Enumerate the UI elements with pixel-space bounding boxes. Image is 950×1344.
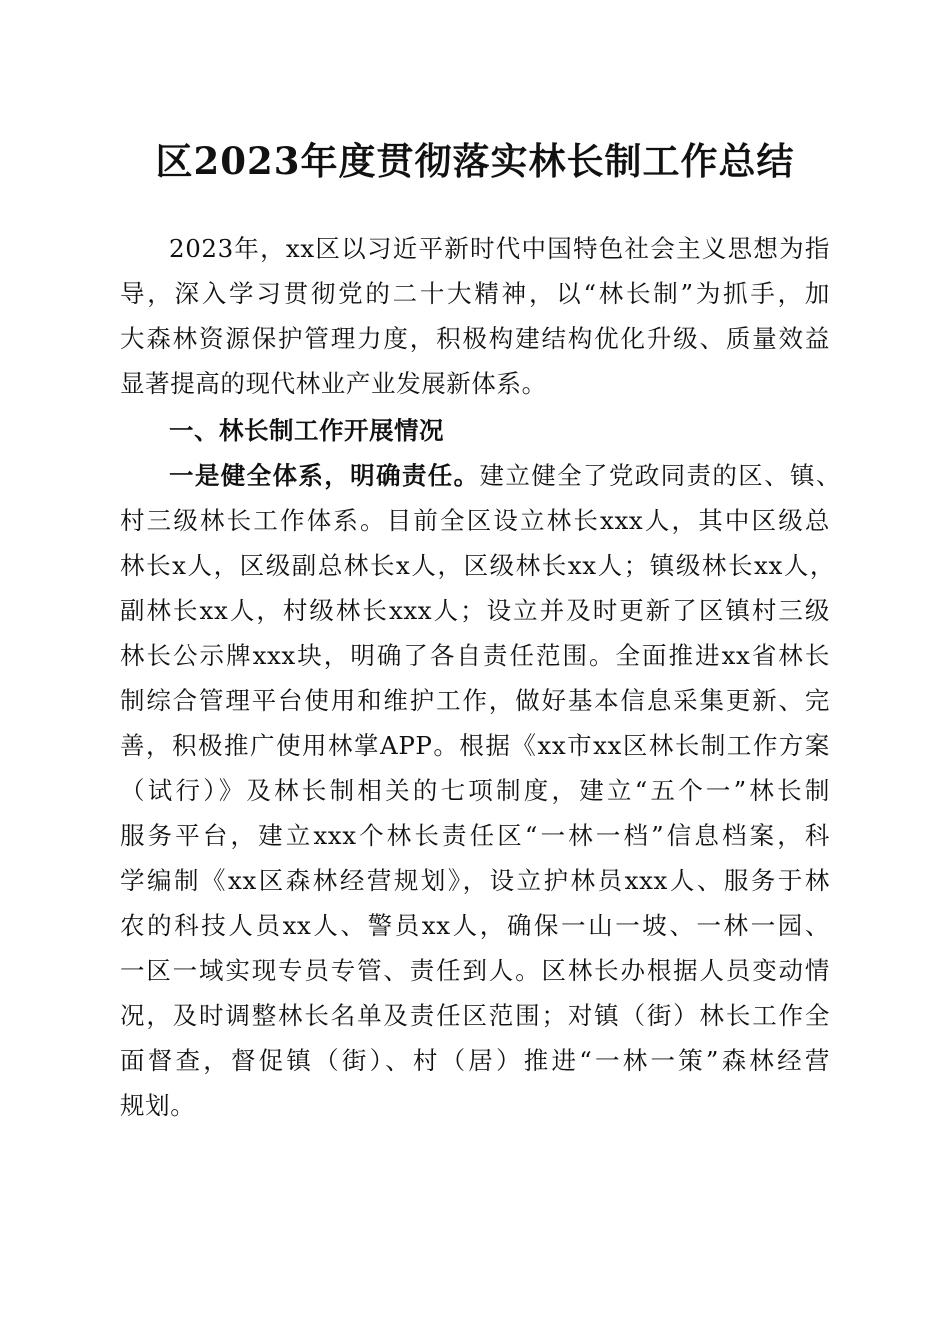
document-title: 区2023年度贯彻落实林长制工作总结: [155, 139, 795, 183]
para1-line-15: 规划。: [120, 1091, 196, 1120]
para1-line-12: 一区一域实现专员专管、责任到人。区林长办根据人员变动情: [120, 956, 830, 985]
para1-lead: 一是健全体系，明确责任。: [169, 461, 480, 490]
para1-line-11: 农的科技人员xx人、警员xx人，确保一山一坡、一林一园、: [120, 911, 830, 940]
para1-line-2: 村三级林长工作体系。目前全区设立林长xxx人，其中区级总: [120, 506, 830, 535]
para1-first-rest: 建立健全了党政同责的区、镇、: [479, 461, 841, 490]
para1-line-9: 服务平台，建立xxx个林长责任区“一林一档”信息档案，科: [120, 821, 830, 850]
para1-line-13: 况，及时调整林长名单及责任区范围；对镇（街）林长工作全: [120, 1001, 830, 1030]
intro-line-4: 显著提高的现代林业产业发展新体系。: [120, 369, 547, 398]
para1-line-6: 制综合管理平台使用和维护工作，做好基本信息采集更新、完: [120, 686, 830, 715]
intro-line-1: 2023年，xx区以习近平新时代中国特色社会主义思想为指: [169, 234, 830, 263]
para1-line-4: 副林长xx人，村级林长xxx人；设立并及时更新了区镇村三级: [120, 596, 830, 625]
para1-line-14: 面督查，督促镇（街）、村（居）推进“一林一策”森林经营: [120, 1046, 830, 1075]
para1-line-1: [169, 453, 841, 498]
intro-line-3: 大森林资源保护管理力度，积极构建结构优化升级、质量效益: [120, 324, 830, 353]
para1-line-7: 善，积极推广使用林掌APP。根据《xx市xx区林长制工作方案: [120, 731, 830, 760]
para1-line-10: 学编制《xx区森林经营规划》，设立护林员xxx人、服务于林: [120, 866, 830, 895]
section-heading: 一、林长制工作开展情况: [169, 416, 444, 445]
para1-line-3: 林长x人，区级副总林长x人，区级林长xx人；镇级林长xx人，: [120, 551, 835, 580]
para1-line-8: （试行）》及林长制相关的七项制度，建立“五个一”林长制: [120, 776, 830, 805]
para1-line-5: 林长公示牌xxx块，明确了各自责任范围。全面推进xx省林长: [120, 641, 830, 670]
intro-line-2: 导，深入学习贯彻党的二十大精神，以“林长制”为抓手，加: [120, 279, 830, 308]
